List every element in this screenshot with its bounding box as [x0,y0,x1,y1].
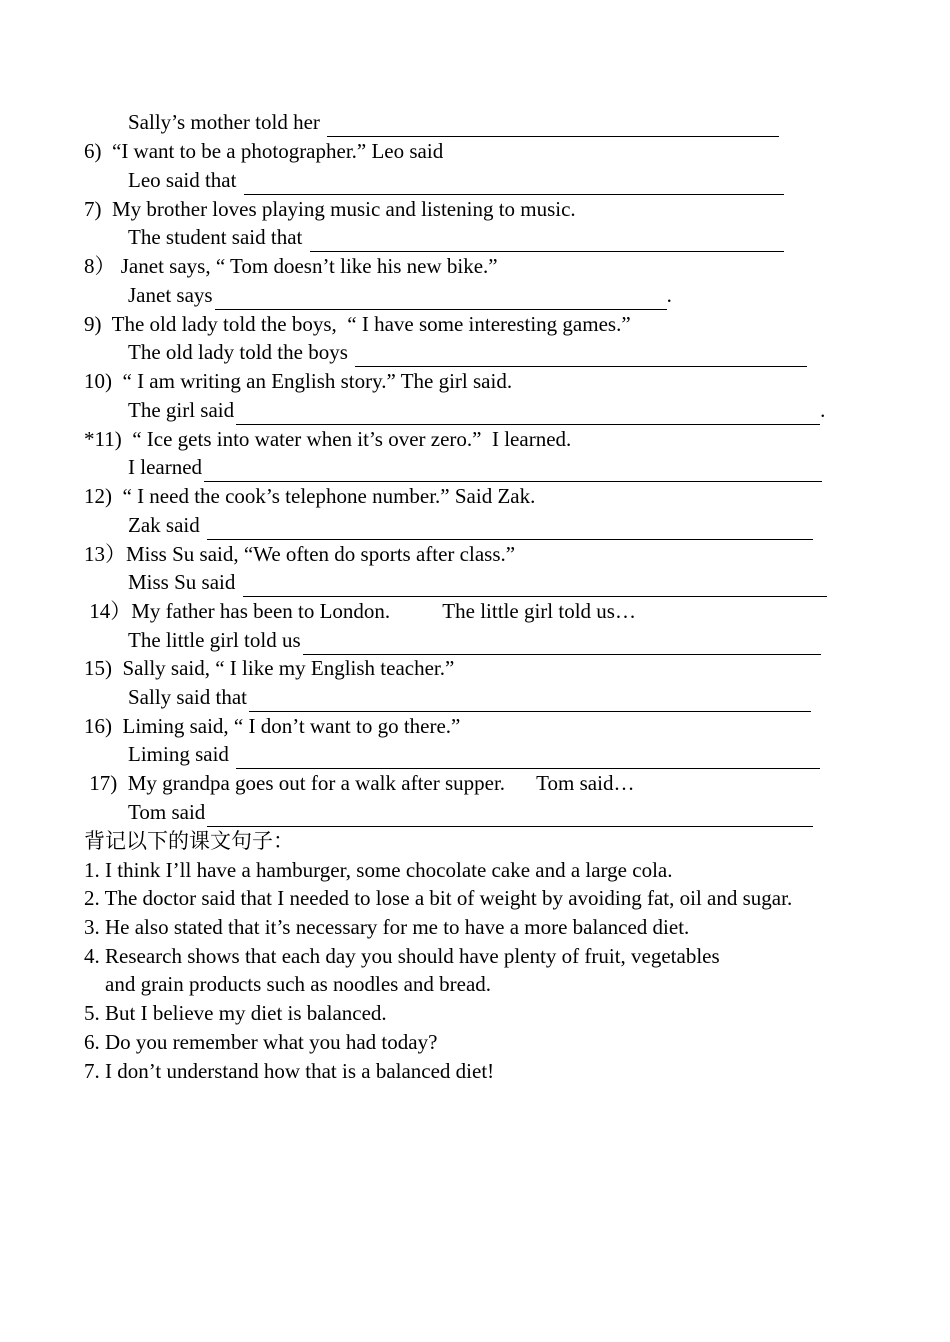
recite-sentence-4: 4. Research shows that each day you should have plenty of fruit, vegetables [84,944,720,968]
answer-prompt: The girl said [128,398,235,422]
answer-line-11 [128,453,822,482]
answer-line-13 [128,568,827,597]
answer-blank[interactable] [236,402,820,425]
question-17: 17) My grandpa goes out for a walk after supper. Tom said… [84,771,635,795]
question-12: 12) “ I need the cook’s telephone number.” Said Zak. [84,484,536,508]
recite-sentence-2: 2. The doctor said that I needed to lose a bit of weight by avoiding fat, oil and sugar. [84,886,793,910]
answer-line-7 [128,223,784,252]
answer-prompt: Zak said [128,513,205,537]
recite-heading: 背记以下的课文句子： [84,829,294,853]
answer-line-16 [128,740,820,769]
answer-blank[interactable] [327,114,779,137]
question-15: 15) Sally said, “ I like my English teacher.” [84,656,455,680]
recite-sentence-6: 6. Do you remember what you had today? [84,1030,438,1054]
answer-prompt: Miss Su said [128,570,241,594]
answer-prompt: I learned [128,455,203,479]
answer-line-15 [128,683,811,712]
answer-prompt: Leo said that [128,168,242,192]
answer-blank[interactable] [204,459,822,482]
answer-blank[interactable] [303,632,821,655]
answer-blank[interactable] [243,574,827,597]
question-8: 8） Janet says, “ Tom doesn’t like his new bike.” [84,254,498,278]
recite-sentence-7: 7. I don’t understand how that is a balanced diet! [84,1059,495,1083]
answer-prompt: Tom said [128,800,206,824]
answer-prompt: Sally’s mother told her [128,110,326,134]
question-6: 6) “I want to be a photographer.” Leo said [84,139,444,163]
answer-line-6 [128,166,784,195]
answer-line-14 [128,626,821,655]
question-10: 10) “ I am writing an English story.” The girl said. [84,369,513,393]
answer-prompt: Sally said that [128,685,247,709]
recite-sentence-1: 1. I think I’ll have a hamburger, some chocolate cake and a large cola. [84,858,673,882]
answer-blank[interactable] [207,517,813,540]
answer-line-10 [128,396,825,425]
answer-prompt: Liming said [128,742,235,766]
question-16: 16) Liming said, “ I don’t want to go there.” [84,714,461,738]
answer-line-5 [128,108,779,137]
answer-tail: . [666,283,672,307]
answer-blank[interactable] [249,689,811,712]
answer-line-12 [128,511,813,540]
answer-blank[interactable] [215,287,667,310]
answer-blank[interactable] [355,344,807,367]
answer-prompt: The little girl told us [128,628,301,652]
answer-tail: . [820,398,826,422]
answer-line-17 [128,798,813,827]
recite-sentence-5: 5. But I believe my diet is balanced. [84,1001,387,1025]
answer-prompt: The old lady told the boys [128,340,354,364]
recite-sentence-3: 3. He also stated that it’s necessary for me to have a more balanced diet. [84,915,690,939]
question-14: 14）My father has been to London. The little girl told us… [84,599,636,623]
answer-blank[interactable] [236,746,820,769]
answer-blank[interactable] [244,172,784,195]
answer-blank[interactable] [207,804,813,827]
answer-blank[interactable] [310,229,784,252]
answer-prompt: The student said that [128,225,308,249]
answer-prompt: Janet says [128,283,213,307]
question-9: 9) The old lady told the boys, “ I have some interesting games.” [84,312,631,336]
question-7: 7) My brother loves playing music and listening to music. [84,197,576,221]
answer-line-9 [128,338,807,367]
answer-line-8 [128,281,672,310]
question-13: 13）Miss Su said, “We often do sports after class.” [84,542,516,566]
recite-sentence-4-cont: and grain products such as noodles and bread. [84,972,492,996]
question-11: *11) “ Ice gets into water when it’s over zero.” I learned. [84,427,572,451]
